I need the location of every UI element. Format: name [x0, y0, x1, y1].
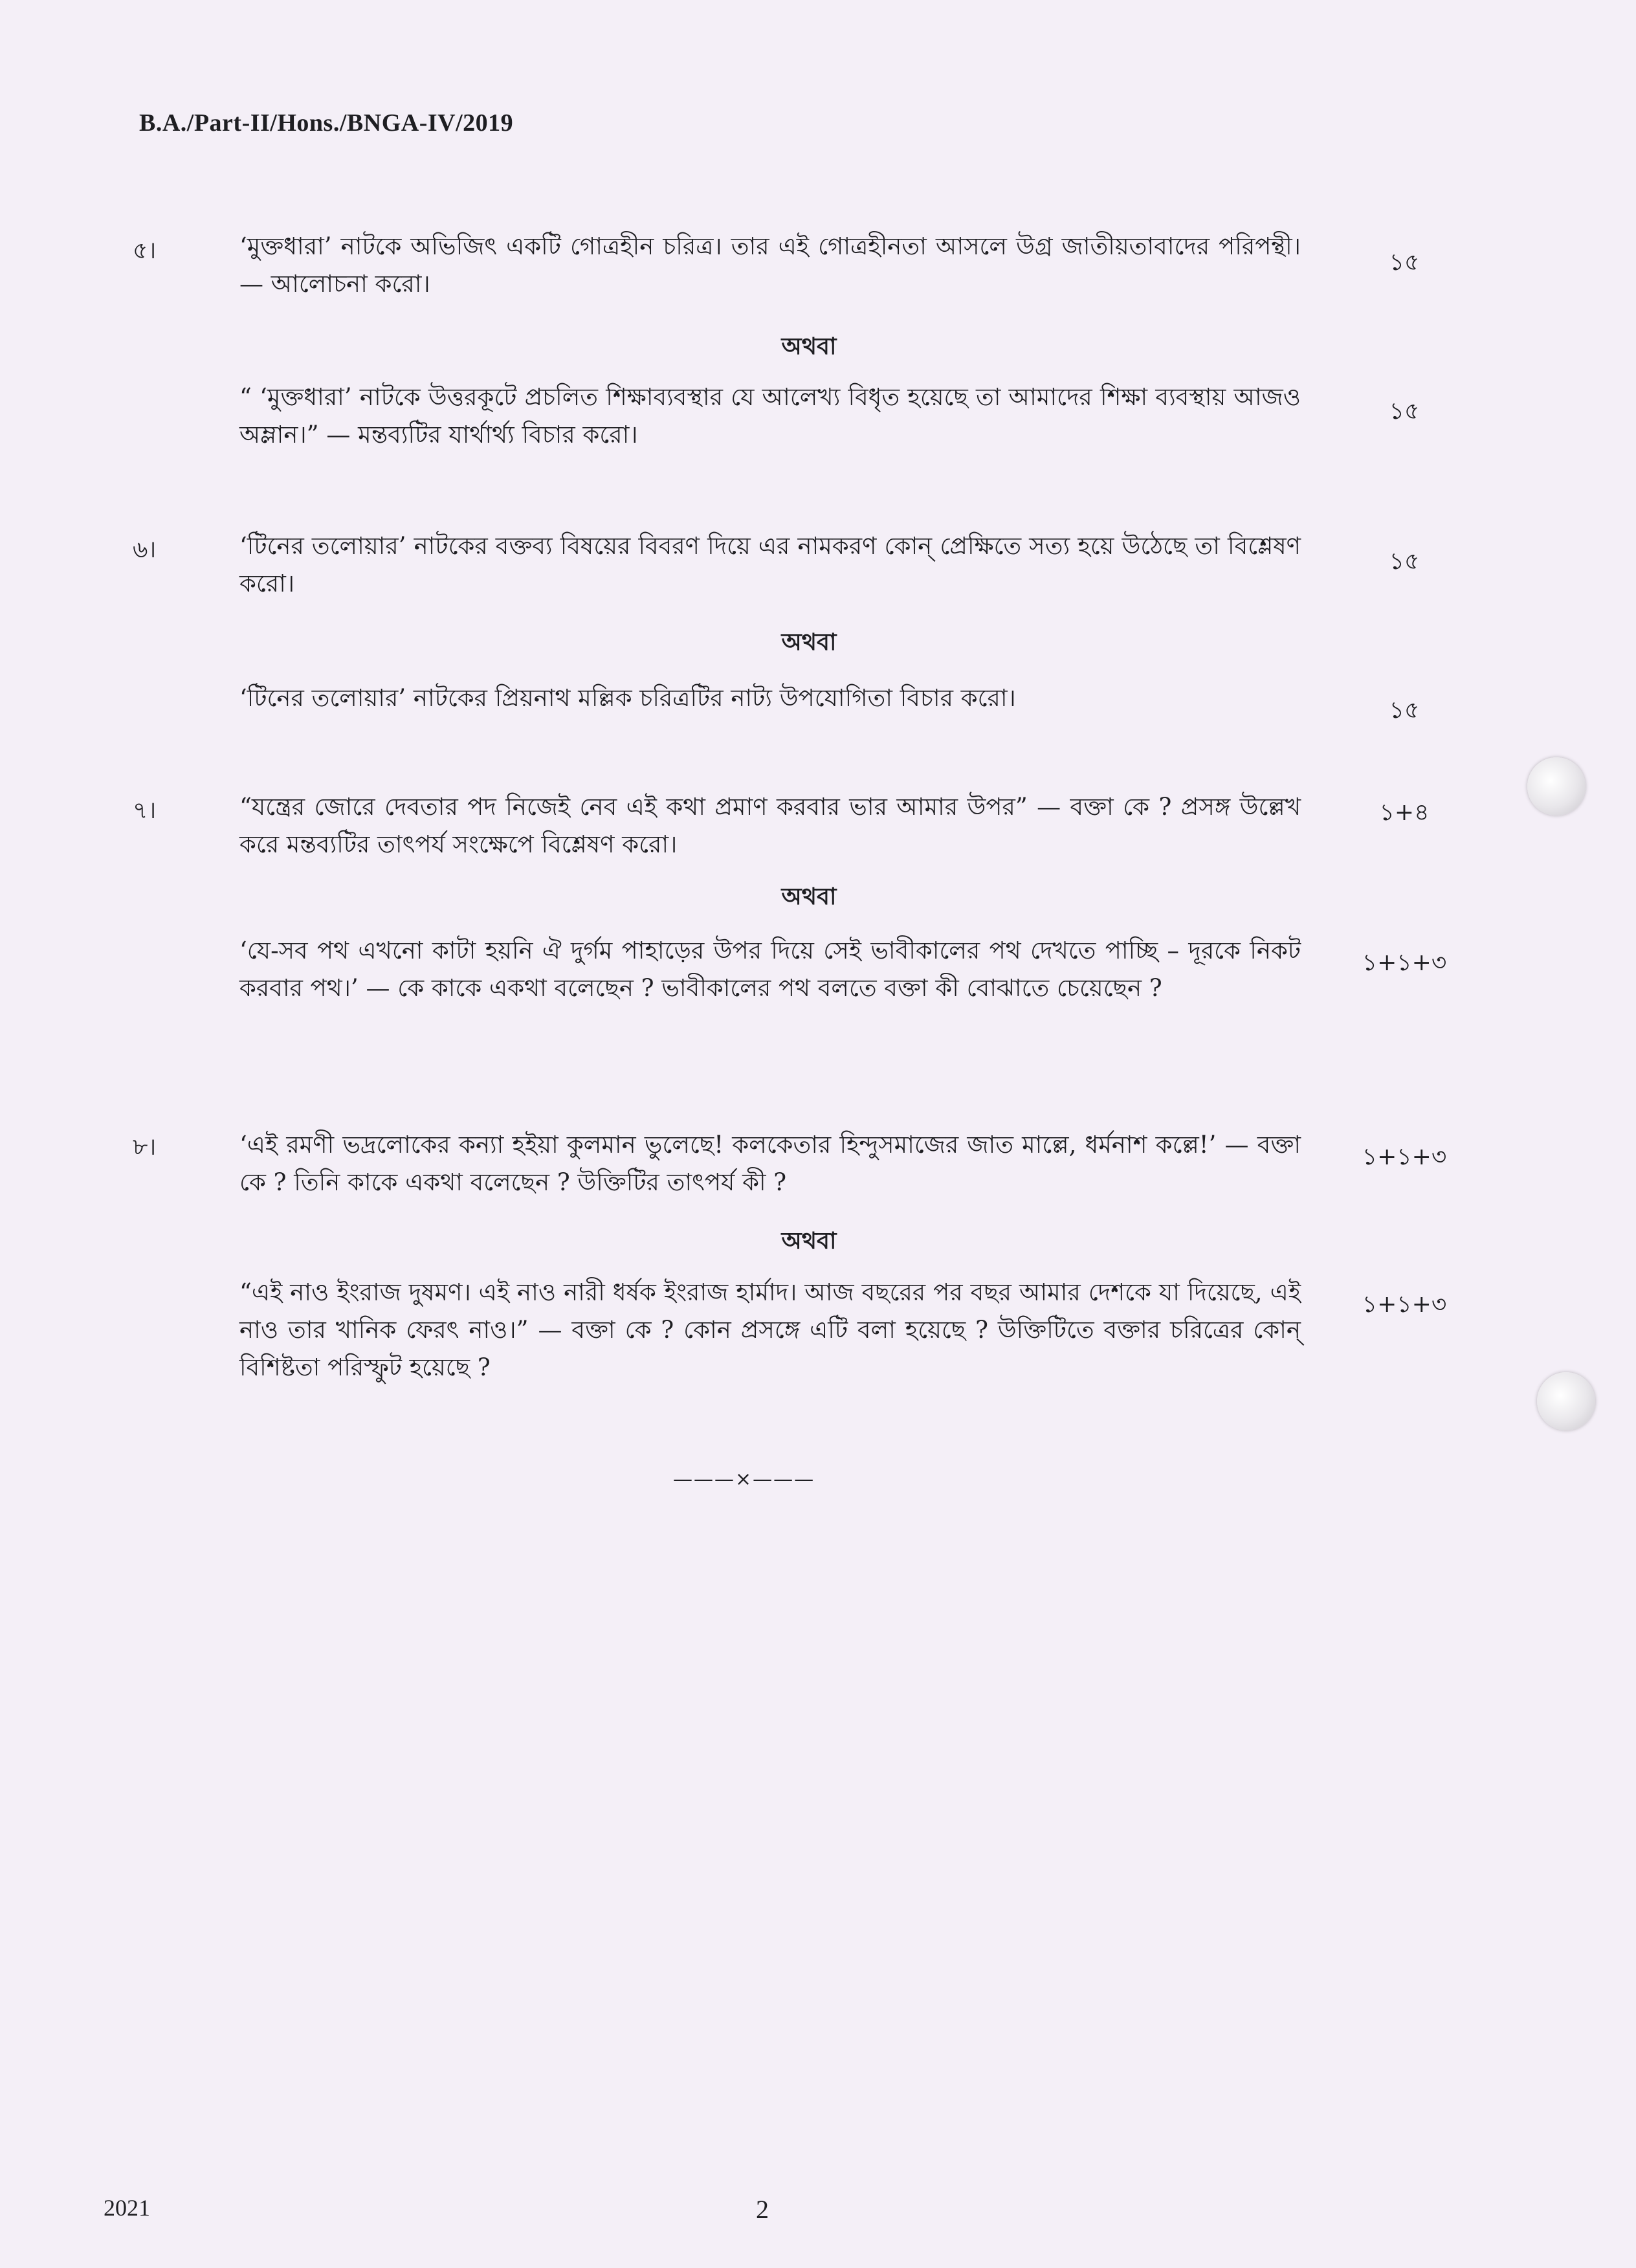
alternative-question-marks: ১৫: [1389, 697, 1420, 724]
question-text: ‘মুক্তধারা’ নাটকে অভিজিৎ একটি গোত্রহীন চরিত্র। তার এই গোত্রহীনতা আসলে উগ্র জাতীয়তাবাদের পরিপন্থী। — আলোচনা করো।: [239, 232, 1301, 298]
or-label: অথবা: [781, 628, 837, 656]
question-number: ৬।: [133, 537, 157, 563]
punch-hole: [1527, 757, 1586, 816]
question-text: ‘টিনের তলোয়ার’ নাটকের বক্তব্য বিষয়ের বিবরণ দিয়ে এর নামকরণ কোন্ প্রেক্ষিতে সত্য হয়ে উঠেছে তা বিশ্লেষণ করো।: [239, 532, 1301, 597]
alternative-question-text: ‘টিনের তলোয়ার’ নাটকের প্রিয়নাথ মল্লিক চরিত্রটির নাট্য উপযোগিতা বিচার করো।: [239, 684, 1016, 712]
question-marks: ১৫: [1389, 249, 1420, 276]
footer-code: 2021: [104, 2195, 150, 2221]
alternative-question-text: ‘যে-সব পথ এখনো কাটা হয়নি ঐ দুর্গম পাহাড়ের উপর দিয়ে সেই ভাবীকালের পথ দেখতে পাচ্ছি – দূরকে নিকট করবার পথ।’ — কে কাকে একথা বলেছেন ? ভাবীকালের পথ বলতে বক্তা কী বোঝাতে চেয়েছেন ?: [239, 937, 1301, 1002]
question-text: “যন্ত্রের জোরে দেবতার পদ নিজেই নেব এই কথা প্রমাণ করবার ভার আমার উপর” — বক্তা কে ? প্রসঙ্গ উল্লেখ করে মন্তব্যটির তাৎপর্য সংক্ষেপে বিশ্লেষণ করো।: [239, 793, 1301, 858]
question-number: ৮।: [133, 1134, 157, 1161]
end-of-paper-mark: ———×———: [673, 1468, 815, 1491]
alternative-question-marks: ১+১+৩: [1362, 1291, 1447, 1318]
alternative-question-text: “ ‘মুক্তধারা’ নাটকে উত্তরকূটে প্রচলিত শিক্ষাব্যবস্থার যে আলেখ্য বিধৃত হয়েছে তা আমাদের শিক্ষা ব্যবস্থায় আজও অম্লান।” — মন্তব্যটির যার্থার্থ্য বিচার করো।: [239, 383, 1301, 449]
or-label: অথবা: [781, 333, 837, 360]
question-marks: ১৫: [1389, 548, 1420, 575]
punch-hole: [1537, 1372, 1595, 1430]
page-number: 2: [756, 2195, 769, 2224]
question-number: ৫।: [133, 238, 157, 264]
paper-code-header: B.A./Part-II/Hons./BNGA-IV/2019: [139, 109, 514, 137]
question-text: ‘এই রমণী ভদ্রলোকের কন্যা হইয়া কুলমান ভুলেছে! কলকেতার হিন্দুসমাজের জাত মাল্লে, ধর্মনাশ কল্লে!’ — বক্তা কে ? তিনি কাকে একথা বলেছেন ? উক্তিটির তাৎপর্য কী ?: [239, 1131, 1301, 1196]
question-marks: ১+৪: [1379, 799, 1430, 826]
alternative-question-text: “এই নাও ইংরাজ দুষমণ। এই নাও নারী ধর্ষক ইংরাজ হার্মাদ। আজ বছরের পর বছর আমার দেশকে যা দিয়েছে, এই নাও তার খানিক ফেরৎ নাও।” — বক্তা কে ? কোন প্রসঙ্গে এটি বলা হয়েছে ? উক্তিটিতে বক্তার চরিত্রের কোন্ বিশিষ্টতা পরিস্ফুট হয়েছে ?: [239, 1278, 1301, 1381]
alternative-question-marks: ১+১+৩: [1362, 950, 1447, 976]
alternative-question-marks: ১৫: [1389, 398, 1420, 425]
question-number: ৭।: [133, 797, 157, 824]
question-marks: ১+১+৩: [1362, 1144, 1447, 1170]
or-label: অথবা: [781, 1227, 837, 1254]
or-label: অথবা: [781, 883, 837, 910]
